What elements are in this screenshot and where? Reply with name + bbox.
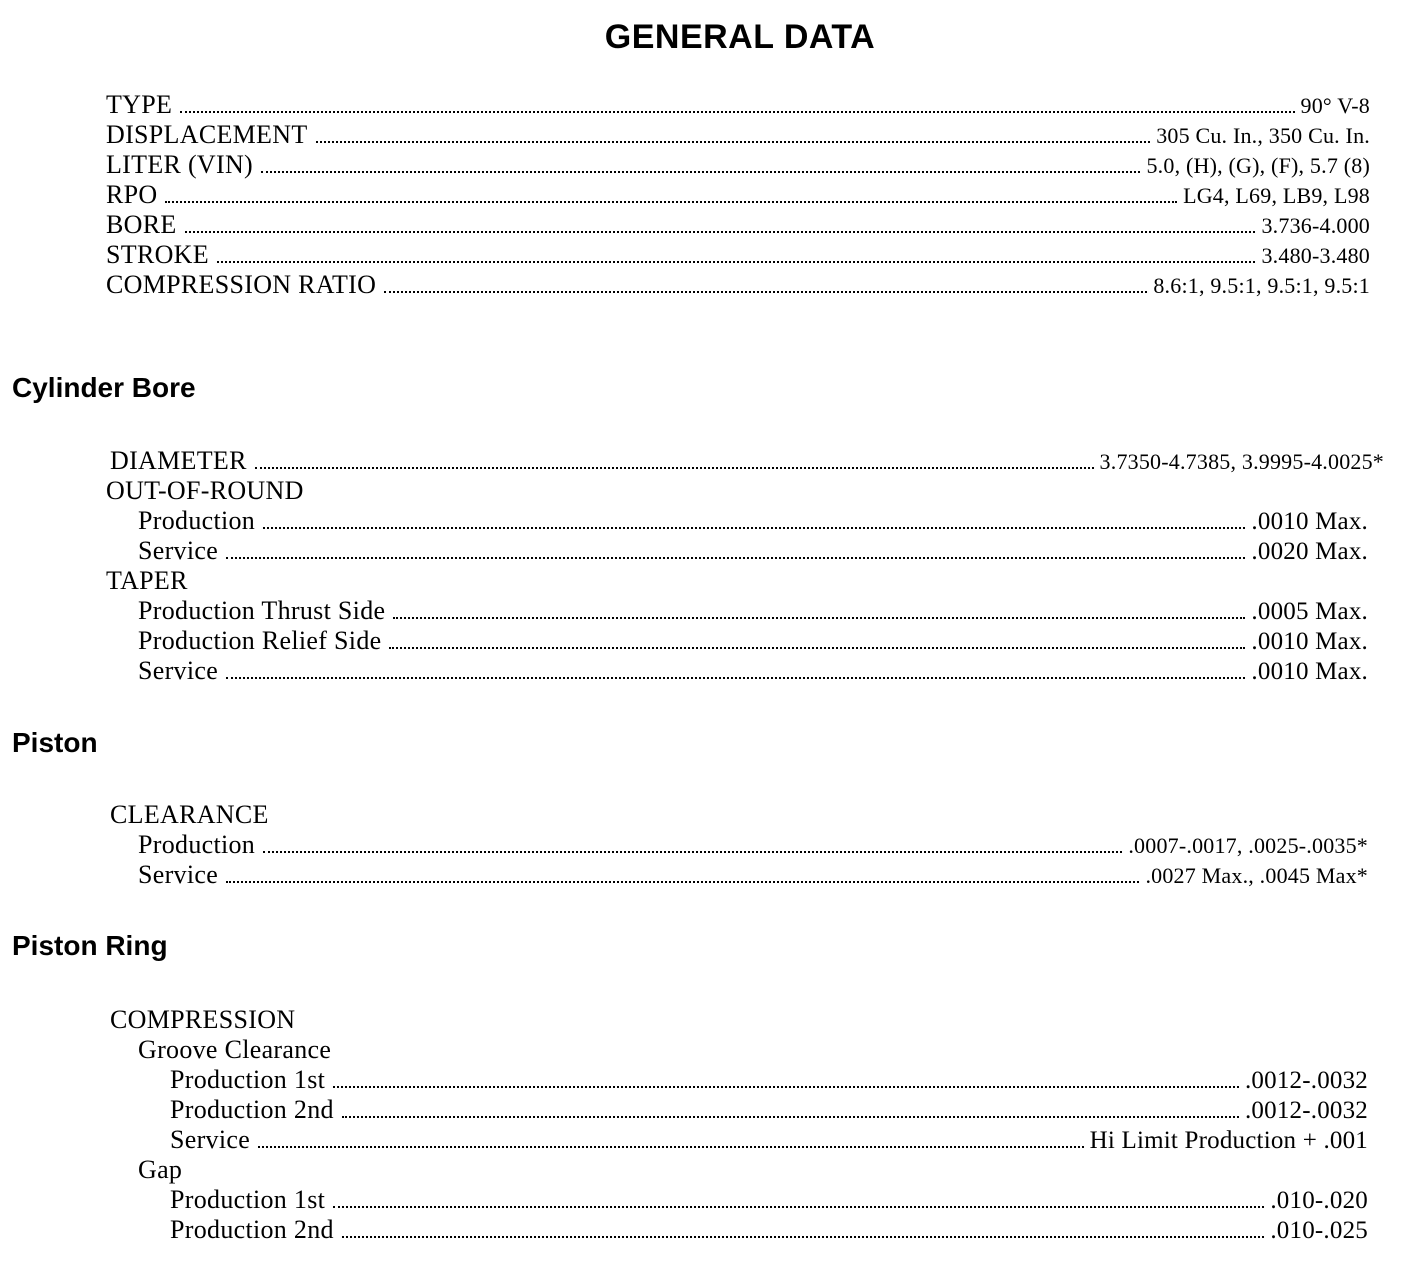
spec-value: .0012-.0032 (1244, 1067, 1368, 1094)
spec-row-taper-service (138, 656, 1368, 686)
spec-value: .0010 Max. (1251, 628, 1368, 655)
dot-leader (316, 141, 1151, 143)
spec-label: Service (138, 860, 219, 889)
spec-label: Production 1st (170, 1065, 326, 1094)
spec-label: DIAMETER (110, 446, 247, 475)
dot-leader (217, 261, 1256, 263)
spec-row-taper-thrust (138, 596, 1368, 626)
spec-value: .0012-.0032 (1244, 1097, 1368, 1124)
spec-label: Production 2nd (170, 1095, 334, 1124)
page-title: GENERAL DATA (604, 18, 876, 56)
spec-row-groove-production-1st (170, 1065, 1368, 1095)
spec-row-rpo (106, 180, 1370, 210)
spec-label: LITER (VIN) (106, 150, 253, 179)
spec-value: 5.0, (H), (G), (F), 5.7 (8) (1146, 153, 1370, 178)
dot-leader (165, 201, 1177, 203)
spec-value: .010-.025 (1270, 1217, 1368, 1244)
dot-leader (342, 1116, 1239, 1118)
dot-leader (393, 617, 1245, 619)
spec-row-gap-production-2nd (170, 1215, 1368, 1245)
subheading-out-of-round: OUT-OF-ROUND (106, 476, 304, 505)
subheading-clearance: CLEARANCE (110, 800, 269, 829)
spec-value: 3.7350-4.7385, 3.9995-4.0025* (1099, 449, 1384, 474)
spec-row-liter (106, 150, 1370, 180)
spec-value: .0010 Max. (1251, 508, 1368, 535)
spec-label: DISPLACEMENT (106, 120, 308, 149)
spec-value: .0007-.0017, .0025-.0035* (1128, 833, 1368, 858)
spec-value: Hi Limit Production + .001 (1089, 1127, 1368, 1154)
spec-row-oor-service (138, 536, 1368, 566)
spec-row-groove-production-2nd (170, 1095, 1368, 1125)
dot-leader (226, 881, 1139, 883)
spec-value: LG4, L69, LB9, L98 (1183, 183, 1370, 208)
spec-label: STROKE (106, 240, 209, 269)
spec-label: Production (138, 830, 256, 859)
spec-label: Service (138, 656, 219, 685)
spec-label: Production (138, 506, 256, 535)
dot-leader (384, 291, 1147, 293)
dot-leader (226, 557, 1245, 559)
spec-label: RPO (106, 180, 158, 209)
dot-leader (180, 111, 1294, 113)
dot-leader (226, 677, 1245, 679)
section-heading-cylinder-bore: Cylinder Bore (12, 372, 196, 403)
subheading-gap: Gap (138, 1155, 183, 1184)
spec-label: Production Relief Side (138, 626, 382, 655)
spec-row-groove-service (170, 1125, 1368, 1155)
spec-label: Production 1st (170, 1185, 326, 1214)
spec-value: .0010 Max. (1251, 658, 1368, 685)
section-heading-piston: Piston (12, 727, 98, 758)
spec-value: .0020 Max. (1251, 538, 1368, 565)
spec-row-oor-production (138, 506, 1368, 536)
spec-value: 305 Cu. In., 350 Cu. In. (1156, 123, 1370, 148)
subheading-compression: COMPRESSION (110, 1005, 296, 1034)
dot-leader (333, 1086, 1239, 1088)
dot-leader (342, 1236, 1265, 1238)
spec-row-gap-production-1st (170, 1185, 1368, 1215)
subheading-groove-clearance: Groove Clearance (138, 1035, 332, 1064)
spec-row-type (106, 90, 1370, 120)
section-heading-piston-ring: Piston Ring (12, 930, 168, 961)
dot-leader (389, 647, 1245, 649)
dot-leader (263, 527, 1245, 529)
spec-label: Production Thrust Side (138, 596, 386, 625)
spec-label: Production 2nd (170, 1215, 334, 1244)
spec-row-taper-relief (138, 626, 1368, 656)
spec-value: 8.6:1, 9.5:1, 9.5:1, 9.5:1 (1153, 273, 1370, 298)
spec-value: 3.480-3.480 (1261, 243, 1370, 268)
spec-row-clearance-service (138, 860, 1368, 890)
spec-label: COMPRESSION RATIO (106, 270, 377, 299)
spec-row-diameter (110, 446, 1384, 476)
spec-row-compression-ratio (106, 270, 1370, 300)
spec-row-clearance-production (138, 830, 1368, 860)
subheading-taper: TAPER (106, 566, 188, 595)
dot-leader (255, 467, 1094, 469)
dot-leader (333, 1206, 1264, 1208)
spec-value: 90° V-8 (1300, 93, 1370, 118)
dot-leader (263, 851, 1122, 853)
spec-value: .0005 Max. (1251, 598, 1368, 625)
spec-row-bore (106, 210, 1370, 240)
dot-leader (258, 1146, 1084, 1148)
dot-leader (185, 231, 1256, 233)
spec-value: 3.736-4.000 (1261, 213, 1370, 238)
spec-label: TYPE (106, 90, 173, 119)
spec-value: .010-.020 (1270, 1187, 1368, 1214)
spec-label: Service (170, 1125, 251, 1154)
dot-leader (261, 171, 1140, 173)
spec-row-stroke (106, 240, 1370, 270)
spec-label: Service (138, 536, 219, 565)
spec-label: BORE (106, 210, 177, 239)
spec-value: .0027 Max., .0045 Max* (1145, 863, 1368, 888)
spec-row-displacement (106, 120, 1370, 150)
